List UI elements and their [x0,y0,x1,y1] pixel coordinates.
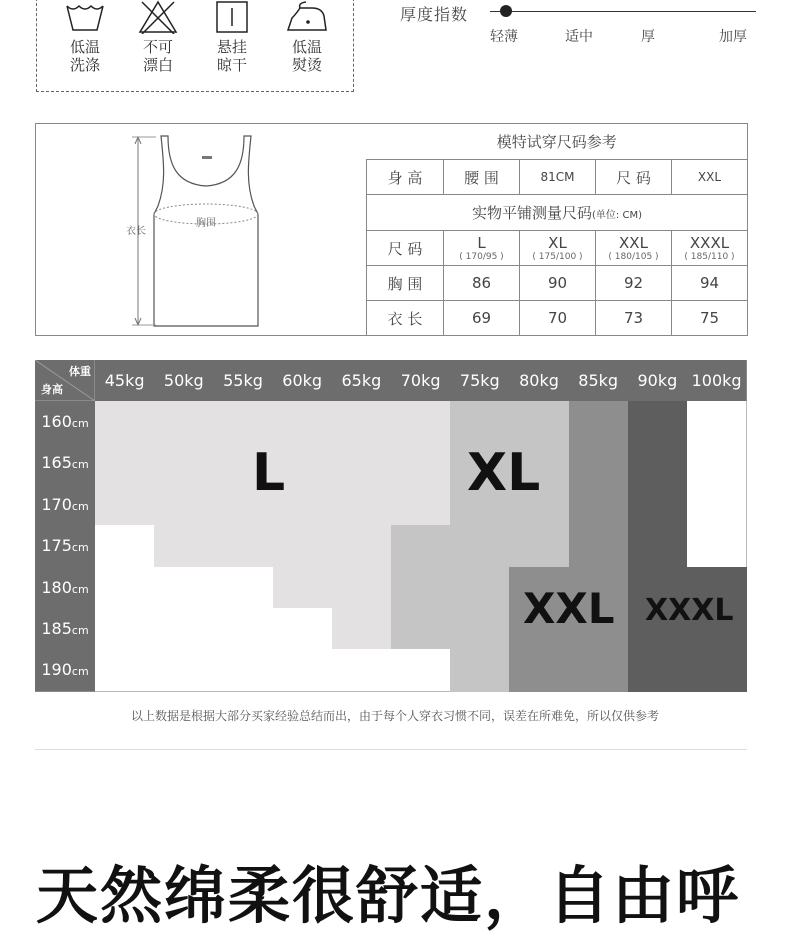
grid-cell [332,525,392,567]
grid-cell [687,525,747,567]
grid-cell [95,608,155,650]
no-bleach-icon [137,0,179,34]
grid-cell [332,608,392,650]
chest-value: 94 [672,266,748,301]
model-size-value: XXL [672,160,748,195]
length-value: 69 [444,301,520,336]
grid-cell [569,649,629,691]
care-item-iron [277,0,337,74]
grid-cell [450,525,510,567]
size-col-xl: XL ( 175/100 ) [520,231,596,266]
grid-corner [35,360,95,401]
care-label-dry: 悬挂 晾干 [216,38,247,74]
grid-cell [213,401,273,443]
grid-cell [569,442,629,484]
height-header: 160cm [35,401,95,443]
height-header: 165cm [35,442,95,484]
grid-cell [391,442,451,484]
grid-cell [95,649,155,691]
height-header: 190cm [35,649,95,691]
garment-diagram [35,123,367,336]
weight-axis-label: 体重 [69,365,91,378]
weight-header: 75kg [450,360,510,401]
grid-cell [450,608,510,650]
grid-cell [154,567,214,609]
grid-cell [391,567,451,609]
grid-cell [273,567,333,609]
height-header: 180cm [35,567,95,609]
weight-header: 65kg [332,360,392,401]
measure-size-label: 尺 码 [367,231,444,266]
model-size-label: 尺 码 [596,160,672,195]
weight-header: 70kg [391,360,451,401]
thickness-title: 厚度指数 [400,5,469,24]
grid-cell [687,484,747,526]
grid-cell [628,484,688,526]
grid-cell [154,649,214,691]
product-headline: 天然绵柔很舒适，自由呼 [36,859,741,932]
grid-cell [450,567,510,609]
thickness-label-light: 轻薄 [490,29,518,45]
grid-cell [687,649,747,691]
hang-dry-icon [211,0,253,34]
care-item-dry [202,0,262,74]
grid-cell [450,649,510,691]
grid-cell [391,608,451,650]
low-temp-iron-icon [286,0,328,34]
size-zone-label-xl: XL [467,443,541,503]
grid-cell [569,525,629,567]
size-col-l: L ( 170/95 ) [444,231,520,266]
grid-cell [391,649,451,691]
grid-cell [332,649,392,691]
grid-cell [332,401,392,443]
grid-cell [95,484,155,526]
grid-cell [213,608,273,650]
grid-cell [213,567,273,609]
weight-header: 90kg [628,360,688,401]
grid-cell [273,525,333,567]
grid-cell [569,401,629,443]
size-col-xxl: XXL ( 180/105 ) [596,231,672,266]
grid-cell [509,401,569,443]
grid-cell [332,484,392,526]
length-value: 70 [520,301,596,336]
thickness-label-extra-thick: 加厚 [719,29,747,45]
weight-header: 80kg [509,360,569,401]
size-chart-table [366,123,748,336]
care-label-wash: 低温 洗涤 [69,38,100,74]
grid-cell [628,649,688,691]
length-row-label: 衣 长 [367,301,444,336]
care-label-iron: 低温 熨烫 [291,38,322,74]
height-header: 185cm [35,608,95,650]
grid-cell [213,525,273,567]
grid-cell [628,442,688,484]
weight-header: 85kg [569,360,629,401]
thickness-label-thick: 厚 [641,29,655,45]
disclaimer-text: 以上数据是根据大部分买家经验总结而出，由于每个人穿衣习惯不同，误差在所难免，所以仅供参考 [130,709,659,723]
tank-top-illustration [36,124,366,335]
measure-table-title: 实物平铺测量尺码(单位: CM) [367,195,748,231]
thickness-scale-line [490,11,756,12]
height-header: 170cm [35,484,95,526]
grid-cell [95,525,155,567]
chest-label: 胸围 [196,218,216,229]
grid-cell [273,608,333,650]
height-axis-label: 身高 [41,383,63,396]
height-label: 身 高 [367,160,444,195]
thickness-label-medium: 适中 [565,29,593,45]
grid-cell [154,608,214,650]
care-item-wash [55,0,115,74]
length-value: 73 [596,301,672,336]
length-value: 75 [672,301,748,336]
weight-header: 45kg [95,360,155,401]
care-label-bleach: 不可 漂白 [142,38,173,74]
grid-cell [628,525,688,567]
grid-cell [391,525,451,567]
care-instructions-box [36,0,354,92]
weight-header: 100kg [687,360,747,401]
waist-label: 腰 围 [444,160,520,195]
grid-cell [391,484,451,526]
grid-cell [628,401,688,443]
grid-cell [509,525,569,567]
chest-row-label: 胸 围 [367,266,444,301]
size-zone-label-xxl: XXL [523,584,615,633]
grid-cell [687,442,747,484]
weight-header: 60kg [273,360,333,401]
grid-cell [154,525,214,567]
grid-cell [687,401,747,443]
grid-cell [95,567,155,609]
length-label: 衣长 [126,226,146,237]
grid-cell [273,649,333,691]
model-table-title: 模特试穿尺码参考 [367,124,748,160]
grid-cell [95,442,155,484]
size-recommendation-grid [35,360,747,691]
grid-cell [569,484,629,526]
weight-header: 50kg [154,360,214,401]
grid-cell [154,484,214,526]
size-zone-label-l: L [252,443,286,503]
size-zone-label-xxxl: XXXL [645,593,734,628]
height-header: 175cm [35,525,95,567]
chest-value: 86 [444,266,520,301]
weight-header: 55kg [213,360,273,401]
chest-value: 90 [520,266,596,301]
grid-cell [154,442,214,484]
grid-cell [509,649,569,691]
section-divider [35,749,747,750]
size-col-xxxl: XXXL ( 185/110 ) [672,231,748,266]
thickness-indicator [500,5,512,17]
low-temp-wash-icon [64,0,106,34]
grid-cell [154,401,214,443]
grid-cell [450,401,510,443]
grid-cell [273,401,333,443]
grid-cell [391,401,451,443]
grid-cell [213,649,273,691]
grid-cell [332,442,392,484]
grid-cell [332,567,392,609]
waist-value: 81CM [520,160,596,195]
care-item-bleach [128,0,188,74]
grid-cell [95,401,155,443]
chest-value: 92 [596,266,672,301]
